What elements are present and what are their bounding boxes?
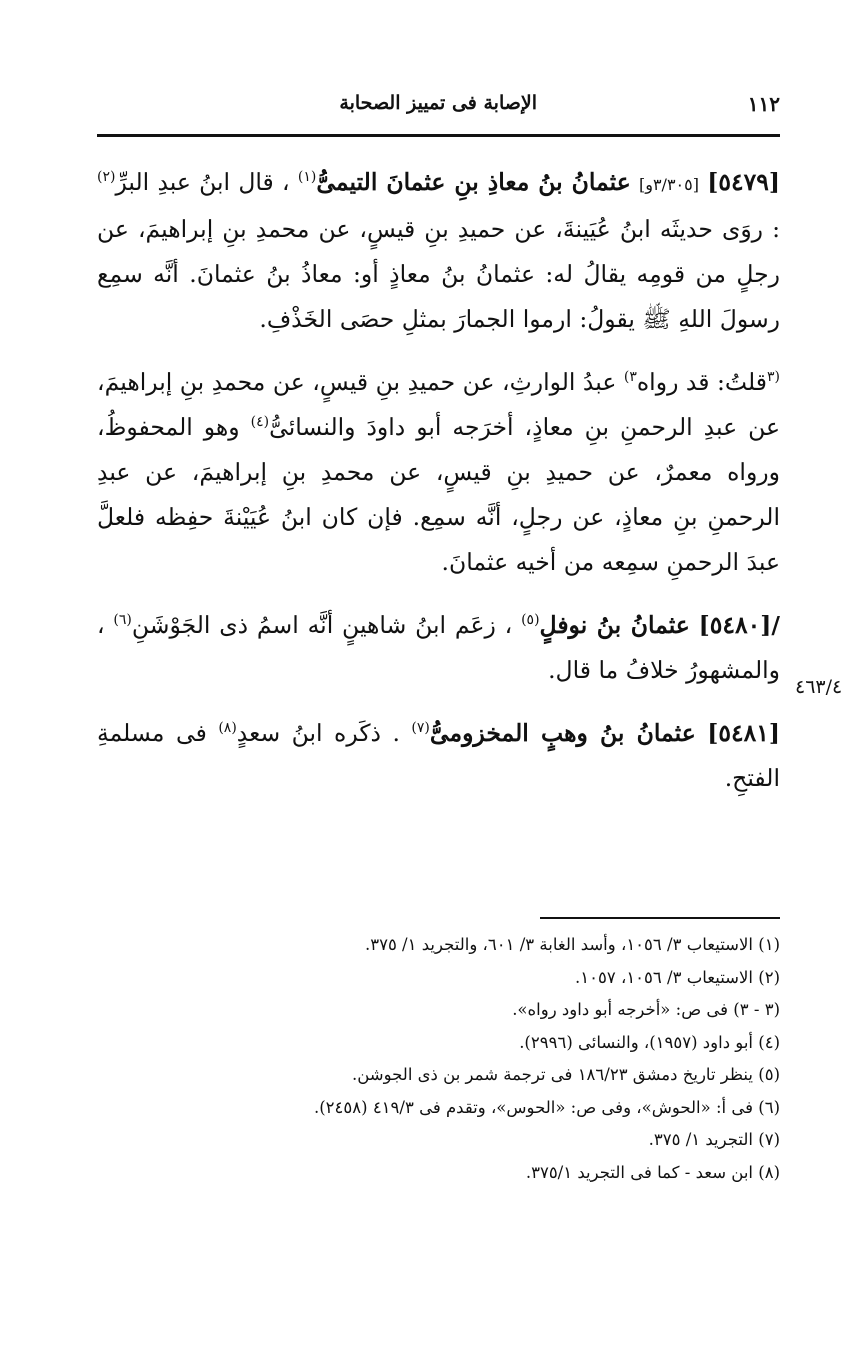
entry-name: عثمانُ بنُ وهبٍ المخزومىُّ [429, 719, 696, 747]
entry-5481 [97, 711, 780, 801]
entry-text: ، زعَم ابنُ شاهينٍ أنَّه اسمُ ذى الجَوْشَنِ [131, 611, 513, 639]
entry-5480 [97, 603, 780, 693]
footnote: (٢) الاستيعاب ٣/ ١٠٥٦، ١٠٥٧. [575, 967, 780, 987]
header-rule [97, 134, 780, 137]
footnote: (٥) ينظر تاريخ دمشق ١٨٦/٢٣ فى ترجمة شمر بن ذى الجوشن. [351, 1065, 780, 1084]
commentary-text: عبدُ الوارثِ، عن حميدِ بنِ قيسٍ، عن محمدِ بنِ إبراهيمَ، عن عبدِ الرحمنِ بنِ معاذٍ، أخرَجه أبو داودَ والنسائىُّ [97, 368, 780, 441]
commentary-text: وهو المحفوظُ، ورواه معمرٌ، عن حميدِ بنِ قيسٍ، عن محمدِ بنِ إبراهيمَ، عن عبدِ الرحمنِ بنِ معاذٍ، عن رجلٍ، أنَّه سمِع. فإن كان ابنُ عُيَيْنةَ حفِظه فلعلَّ عبدَ الرحمنِ سمِعه من أخيه عثمانَ. [97, 413, 780, 576]
footnote: (٦) فى أ: «الحوش»، وفى ص: «الحوس»، وتقدم فى ٤١٩/٣ (٢٤٥٨). [313, 1097, 780, 1117]
volume-reference: [٣/٣٠٥و] [638, 175, 699, 194]
page-number: ١١٢ [747, 92, 780, 116]
footnote: (٧) التجريد ١/ ٣٧٥. [648, 1130, 780, 1149]
footnote-marker: (٧) [411, 720, 430, 737]
footnote-marker: (٦) [113, 612, 132, 629]
entry-5479 [97, 160, 780, 342]
page-break-slash: / [771, 611, 780, 639]
footnote-marker: (٥) [521, 612, 540, 629]
footnote: (٣ - ٣) فى ص: «أخرجه أبو داود رواه». [512, 1000, 780, 1019]
footnote-marker: (١) [297, 169, 317, 186]
main-text [97, 160, 780, 813]
footnote: (٨) ابن سعد - كما فى التجريد ٣٧٥/١. [525, 1162, 780, 1182]
commentary-paragraph [97, 360, 780, 585]
footnote-marker: ٣) [623, 369, 637, 386]
footnote: (١) الاستيعاب ٣/ ١٠٥٦، وأسد الغابة ٣/ ٦٠١، والتجريد ١/ ٣٧٥. [364, 935, 780, 954]
entry-name: عثمانُ بنُ معاذِ بنِ عثمانَ التيمىُّ [316, 168, 631, 196]
footnote: (٤) أبو داود (١٩٥٧)، والنسائى (٢٩٩٦). [519, 1032, 780, 1052]
entry-text: فى مسلمةِ الفتحِ. [97, 719, 780, 792]
entry-text: ، والمشهورُ خلافُ ما قال. [97, 611, 780, 684]
footnotes [97, 935, 780, 1195]
running-title: الإصابة فى تمييز الصحابة [339, 92, 537, 114]
entry-number: [٥٤٨٠] [698, 611, 772, 639]
entry-name: عثمانُ بنُ نوفلٍ [539, 611, 690, 639]
footnote-marker: (٨) [218, 720, 237, 737]
entry-text: : روَى حديثَه ابنُ عُيَينةَ، عن حميدِ بنِ قيسٍ، عن محمدِ بنِ إبراهيمَ، عن رجلٍ من قومِه يقالُ له: عثمانُ بنُ معاذٍ أو: معاذُ بنُ عثمانَ. أنَّه سمِع رسولَ اللهِ ﷺ يقولُ: ارموا الجمارَ بمثلِ حصَى الخَذْفِ. [97, 215, 780, 333]
footnote-rule [540, 917, 780, 919]
entry-text: ، قال ابنُ عبدِ البرِّ [115, 168, 290, 196]
commentary-text: قلتُ: قد رواه [636, 368, 767, 396]
entry-number: [٥٤٨١] [707, 719, 780, 747]
footnote-marker: (٣ [766, 369, 780, 386]
entry-number: [٥٤٧٩] [707, 168, 780, 196]
footnote-marker: (٢) [97, 169, 116, 186]
entry-text: . ذكَره ابنُ سعدٍ [236, 719, 400, 747]
footnote-marker: (٤) [250, 414, 270, 431]
page-header [97, 92, 780, 122]
margin-reference: ٤٦٣/٤ [795, 676, 843, 698]
